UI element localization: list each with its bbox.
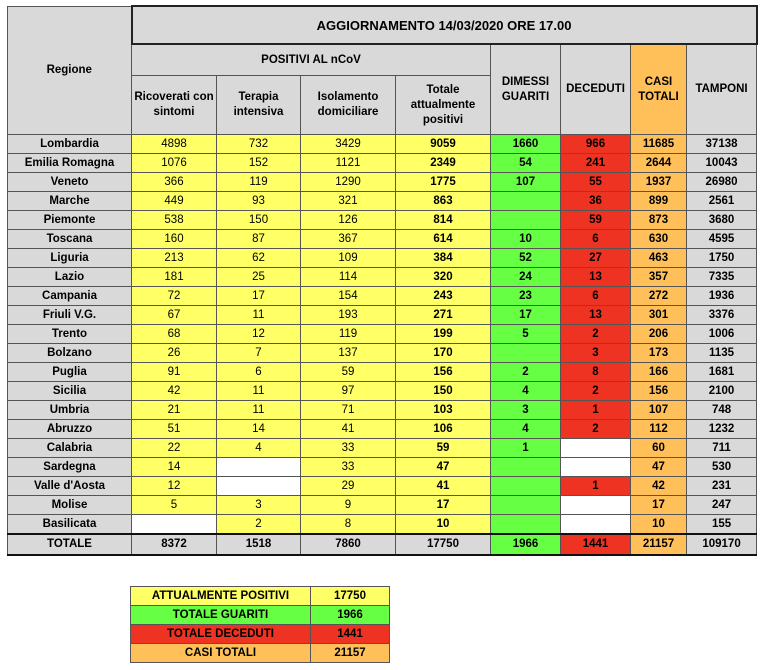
cell-terapia: 2 [217, 515, 301, 535]
cell-dimessi: 4 [491, 382, 561, 401]
cell-dimessi [491, 477, 561, 496]
cell-isolamento: 1121 [301, 154, 396, 173]
table-row [8, 458, 757, 477]
cell-ricoverati: 72 [132, 287, 217, 306]
cell-deceduti: 13 [561, 306, 631, 325]
cell-totale-positivi: 243 [396, 287, 491, 306]
table-row [8, 173, 757, 192]
summary-label: ATTUALMENTE POSITIVI [131, 587, 311, 606]
cell-ricoverati: 4898 [132, 135, 217, 154]
cell-dimessi: 52 [491, 249, 561, 268]
cell-terapia: 3 [217, 496, 301, 515]
cell-tamponi: 1936 [687, 287, 757, 306]
cell-tamponi: 26980 [687, 173, 757, 192]
cell-tamponi: 3376 [687, 306, 757, 325]
total-isolamento: 7860 [301, 534, 396, 555]
cell-dimessi: 2 [491, 363, 561, 382]
region-name: Bolzano [8, 344, 132, 363]
cell-dimessi: 10 [491, 230, 561, 249]
region-name: Sardegna [8, 458, 132, 477]
total-dimessi: 1966 [491, 534, 561, 555]
cell-tamponi: 1135 [687, 344, 757, 363]
summary-row [131, 644, 390, 663]
cell-casi-totali: 10 [631, 515, 687, 535]
cell-totale-positivi: 384 [396, 249, 491, 268]
summary-label: TOTALE GUARITI [131, 606, 311, 625]
summary-label: TOTALE DECEDUTI [131, 625, 311, 644]
cell-tamponi: 2561 [687, 192, 757, 211]
cell-ricoverati: 21 [132, 401, 217, 420]
cell-deceduti: 966 [561, 135, 631, 154]
cell-tamponi: 711 [687, 439, 757, 458]
cell-casi-totali: 206 [631, 325, 687, 344]
cell-deceduti [561, 496, 631, 515]
cell-casi-totali: 42 [631, 477, 687, 496]
cell-isolamento: 8 [301, 515, 396, 535]
cell-deceduti: 1 [561, 477, 631, 496]
summary-value: 17750 [311, 587, 390, 606]
cell-isolamento: 59 [301, 363, 396, 382]
cell-dimessi: 1660 [491, 135, 561, 154]
table-title: AGGIORNAMENTO 14/03/2020 ORE 17.00 [132, 6, 757, 44]
cell-totale-positivi: 41 [396, 477, 491, 496]
cell-isolamento: 9 [301, 496, 396, 515]
cell-isolamento: 71 [301, 401, 396, 420]
region-name: Liguria [8, 249, 132, 268]
cell-ricoverati: 181 [132, 268, 217, 287]
header-dimessi: DIMESSI GUARITI [491, 44, 561, 135]
summary-row [131, 606, 390, 625]
header-ricoverati: Ricoverati con sintomi [132, 76, 217, 135]
cell-casi-totali: 630 [631, 230, 687, 249]
cell-deceduti: 13 [561, 268, 631, 287]
cell-ricoverati: 449 [132, 192, 217, 211]
cell-terapia: 11 [217, 382, 301, 401]
header-positivi-group: POSITIVI AL nCoV [132, 44, 491, 76]
cell-dimessi: 1 [491, 439, 561, 458]
table-row [8, 515, 757, 535]
cell-ricoverati: 26 [132, 344, 217, 363]
table-row [8, 230, 757, 249]
cell-terapia: 7 [217, 344, 301, 363]
table-row [8, 325, 757, 344]
table-row [8, 249, 757, 268]
region-name: Friuli V.G. [8, 306, 132, 325]
cell-casi-totali: 272 [631, 287, 687, 306]
table-row [8, 306, 757, 325]
cell-casi-totali: 899 [631, 192, 687, 211]
table-row [8, 154, 757, 173]
cell-tamponi: 10043 [687, 154, 757, 173]
cell-isolamento: 1290 [301, 173, 396, 192]
cell-dimessi [491, 192, 561, 211]
region-name: Trento [8, 325, 132, 344]
table-row [8, 268, 757, 287]
cell-isolamento: 137 [301, 344, 396, 363]
table-row [8, 344, 757, 363]
cell-dimessi [491, 344, 561, 363]
cell-deceduti [561, 515, 631, 535]
region-name: Campania [8, 287, 132, 306]
region-name: Piemonte [8, 211, 132, 230]
totals-row [8, 534, 757, 555]
total-totale-positivi: 17750 [396, 534, 491, 555]
cell-tamponi: 1681 [687, 363, 757, 382]
cell-dimessi: 17 [491, 306, 561, 325]
cell-terapia [217, 458, 301, 477]
cell-ricoverati: 22 [132, 439, 217, 458]
cell-casi-totali: 301 [631, 306, 687, 325]
cell-terapia: 17 [217, 287, 301, 306]
region-name: Abruzzo [8, 420, 132, 439]
summary-row [131, 625, 390, 644]
region-name: Veneto [8, 173, 132, 192]
cell-deceduti: 2 [561, 382, 631, 401]
total-terapia: 1518 [217, 534, 301, 555]
cell-deceduti: 27 [561, 249, 631, 268]
cell-dimessi [491, 515, 561, 535]
region-name: Molise [8, 496, 132, 515]
cell-ricoverati: 67 [132, 306, 217, 325]
cell-isolamento: 109 [301, 249, 396, 268]
total-deceduti: 1441 [561, 534, 631, 555]
cell-terapia: 87 [217, 230, 301, 249]
cell-deceduti: 3 [561, 344, 631, 363]
cell-totale-positivi: 9059 [396, 135, 491, 154]
cell-totale-positivi: 47 [396, 458, 491, 477]
header-deceduti: DECEDUTI [561, 44, 631, 135]
cell-deceduti: 55 [561, 173, 631, 192]
cell-dimessi: 3 [491, 401, 561, 420]
cell-totale-positivi: 106 [396, 420, 491, 439]
cell-totale-positivi: 320 [396, 268, 491, 287]
cell-isolamento: 193 [301, 306, 396, 325]
cell-dimessi: 4 [491, 420, 561, 439]
cell-deceduti: 6 [561, 287, 631, 306]
cell-dimessi: 5 [491, 325, 561, 344]
region-name: Lombardia [8, 135, 132, 154]
total-casi-totali: 21157 [631, 534, 687, 555]
cell-isolamento: 33 [301, 458, 396, 477]
cell-deceduti: 1 [561, 401, 631, 420]
cell-deceduti [561, 439, 631, 458]
cell-isolamento: 33 [301, 439, 396, 458]
cell-isolamento: 97 [301, 382, 396, 401]
cell-terapia: 4 [217, 439, 301, 458]
cell-tamponi: 37138 [687, 135, 757, 154]
cell-tamponi: 4595 [687, 230, 757, 249]
cell-terapia: 93 [217, 192, 301, 211]
cell-dimessi: 24 [491, 268, 561, 287]
total-tamponi: 109170 [687, 534, 757, 555]
cell-isolamento: 119 [301, 325, 396, 344]
cell-terapia: 11 [217, 401, 301, 420]
cell-totale-positivi: 59 [396, 439, 491, 458]
cell-totale-positivi: 199 [396, 325, 491, 344]
cell-totale-positivi: 1775 [396, 173, 491, 192]
table-row [8, 287, 757, 306]
header-casi-totali: CASI TOTALI [631, 44, 687, 135]
cell-ricoverati: 91 [132, 363, 217, 382]
summary-row [131, 587, 390, 606]
cell-casi-totali: 166 [631, 363, 687, 382]
cell-casi-totali: 112 [631, 420, 687, 439]
title-row [8, 6, 757, 44]
cell-totale-positivi: 170 [396, 344, 491, 363]
region-name: Valle d'Aosta [8, 477, 132, 496]
cell-totale-positivi: 156 [396, 363, 491, 382]
cell-isolamento: 29 [301, 477, 396, 496]
region-name: Umbria [8, 401, 132, 420]
cell-dimessi [491, 211, 561, 230]
summary-value: 21157 [311, 644, 390, 663]
cell-isolamento: 126 [301, 211, 396, 230]
cell-totale-positivi: 271 [396, 306, 491, 325]
cell-terapia: 150 [217, 211, 301, 230]
cell-ricoverati: 12 [132, 477, 217, 496]
region-name: Puglia [8, 363, 132, 382]
cell-casi-totali: 11685 [631, 135, 687, 154]
cell-casi-totali: 60 [631, 439, 687, 458]
cell-dimessi [491, 496, 561, 515]
cell-tamponi: 231 [687, 477, 757, 496]
cell-tamponi: 1006 [687, 325, 757, 344]
total-ricoverati: 8372 [132, 534, 217, 555]
region-name: Sicilia [8, 382, 132, 401]
cell-ricoverati: 51 [132, 420, 217, 439]
cell-deceduti: 2 [561, 325, 631, 344]
table-row [8, 420, 757, 439]
cell-casi-totali: 17 [631, 496, 687, 515]
region-name: Marche [8, 192, 132, 211]
table-row [8, 401, 757, 420]
cell-isolamento: 3429 [301, 135, 396, 154]
table-row [8, 496, 757, 515]
cell-deceduti: 36 [561, 192, 631, 211]
cell-isolamento: 114 [301, 268, 396, 287]
table-row [8, 211, 757, 230]
table-row [8, 363, 757, 382]
cell-ricoverati: 538 [132, 211, 217, 230]
cell-casi-totali: 357 [631, 268, 687, 287]
cell-isolamento: 41 [301, 420, 396, 439]
cell-deceduti: 8 [561, 363, 631, 382]
cell-isolamento: 154 [301, 287, 396, 306]
cell-terapia: 119 [217, 173, 301, 192]
region-name: Calabria [8, 439, 132, 458]
region-name: Toscana [8, 230, 132, 249]
cell-casi-totali: 107 [631, 401, 687, 420]
region-name: Lazio [8, 268, 132, 287]
table-row [8, 477, 757, 496]
cell-dimessi: 23 [491, 287, 561, 306]
cell-dimessi: 54 [491, 154, 561, 173]
cell-tamponi: 155 [687, 515, 757, 535]
cell-tamponi: 7335 [687, 268, 757, 287]
summary-table [130, 586, 390, 663]
cell-tamponi: 530 [687, 458, 757, 477]
cell-terapia: 12 [217, 325, 301, 344]
summary-value: 1441 [311, 625, 390, 644]
cell-ricoverati: 68 [132, 325, 217, 344]
summary-label: CASI TOTALI [131, 644, 311, 663]
cell-casi-totali: 873 [631, 211, 687, 230]
cell-totale-positivi: 17 [396, 496, 491, 515]
cell-casi-totali: 1937 [631, 173, 687, 192]
cell-casi-totali: 2644 [631, 154, 687, 173]
region-name: Emilia Romagna [8, 154, 132, 173]
cell-ricoverati: 160 [132, 230, 217, 249]
cell-dimessi: 107 [491, 173, 561, 192]
cell-totale-positivi: 614 [396, 230, 491, 249]
cell-deceduti: 241 [561, 154, 631, 173]
header-terapia: Terapia intensiva [217, 76, 301, 135]
table-row [8, 135, 757, 154]
cell-casi-totali: 173 [631, 344, 687, 363]
cell-deceduti [561, 458, 631, 477]
cell-terapia: 14 [217, 420, 301, 439]
cell-deceduti: 6 [561, 230, 631, 249]
cell-casi-totali: 463 [631, 249, 687, 268]
cell-totale-positivi: 2349 [396, 154, 491, 173]
cell-deceduti: 2 [561, 420, 631, 439]
totals-label: TOTALE [8, 534, 132, 555]
cell-totale-positivi: 814 [396, 211, 491, 230]
cell-ricoverati: 14 [132, 458, 217, 477]
cell-terapia: 152 [217, 154, 301, 173]
cell-ricoverati: 213 [132, 249, 217, 268]
cell-tamponi: 3680 [687, 211, 757, 230]
cell-dimessi [491, 458, 561, 477]
summary-value: 1966 [311, 606, 390, 625]
cell-tamponi: 2100 [687, 382, 757, 401]
cell-terapia: 62 [217, 249, 301, 268]
cell-tamponi: 247 [687, 496, 757, 515]
cell-ricoverati: 1076 [132, 154, 217, 173]
table-row [8, 382, 757, 401]
header-regione: Regione [8, 6, 132, 135]
table-row [8, 439, 757, 458]
region-name: Basilicata [8, 515, 132, 535]
header-isolamento: Isolamento domiciliare [301, 76, 396, 135]
cell-totale-positivi: 103 [396, 401, 491, 420]
cell-ricoverati: 42 [132, 382, 217, 401]
cell-deceduti: 59 [561, 211, 631, 230]
covid-regions-table [7, 5, 758, 556]
cell-isolamento: 321 [301, 192, 396, 211]
cell-isolamento: 367 [301, 230, 396, 249]
header-totale-positivi: Totale attualmente positivi [396, 76, 491, 135]
header-tamponi: TAMPONI [687, 44, 757, 135]
cell-terapia: 6 [217, 363, 301, 382]
cell-totale-positivi: 863 [396, 192, 491, 211]
cell-casi-totali: 47 [631, 458, 687, 477]
table-row [8, 192, 757, 211]
cell-ricoverati [132, 515, 217, 535]
cell-totale-positivi: 10 [396, 515, 491, 535]
cell-casi-totali: 156 [631, 382, 687, 401]
cell-tamponi: 1232 [687, 420, 757, 439]
cell-terapia: 11 [217, 306, 301, 325]
cell-ricoverati: 366 [132, 173, 217, 192]
cell-terapia [217, 477, 301, 496]
cell-totale-positivi: 150 [396, 382, 491, 401]
cell-tamponi: 1750 [687, 249, 757, 268]
cell-terapia: 732 [217, 135, 301, 154]
cell-terapia: 25 [217, 268, 301, 287]
cell-ricoverati: 5 [132, 496, 217, 515]
cell-tamponi: 748 [687, 401, 757, 420]
